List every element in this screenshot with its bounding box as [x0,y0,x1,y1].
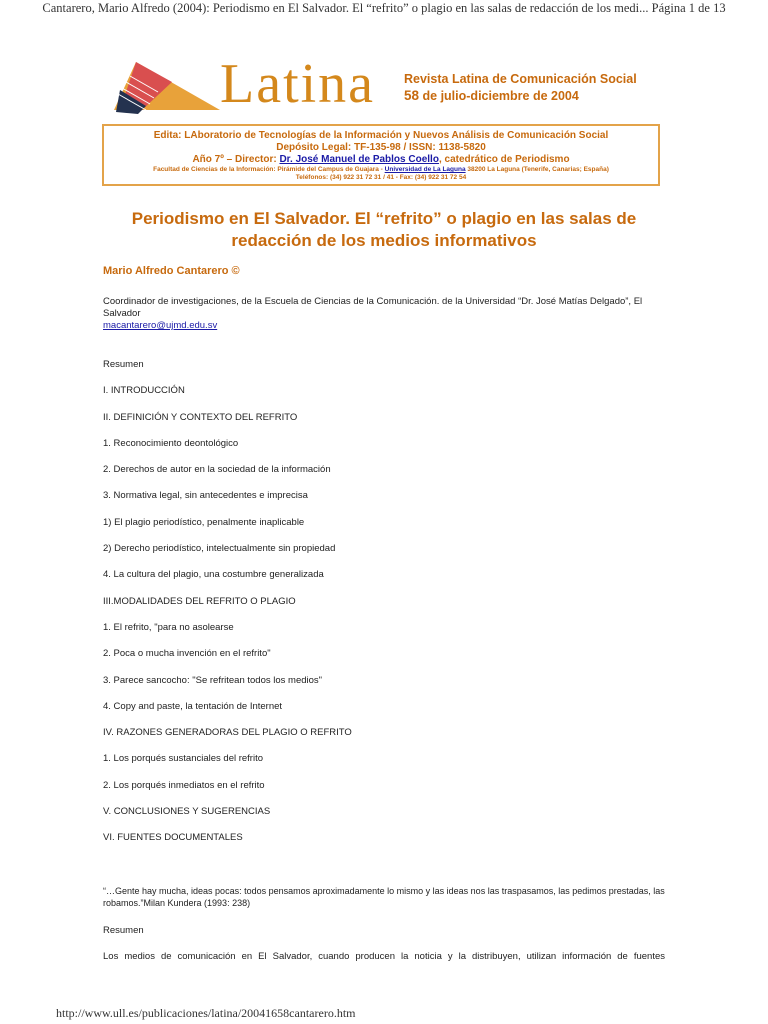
table-of-contents [103,359,352,859]
toc-item: 2) Derecho periodístico, intelectualmente sin propiedad [103,543,336,555]
toc-item: 1. Los porqués sustanciales del refrito [103,753,264,765]
author-email-link[interactable]: macantarero@ujmd.edu.sv [103,320,218,331]
faculty-prefix: Facultad de Ciencias de la Información: Pirámide del Campus de Guajara - [153,166,385,173]
publisher-line: Edita: LAboratorio de Tecnologías de la Información y Nuevos Análisis de Comunicación Social [153,130,609,141]
university-link[interactable]: Universidad de La Laguna [384,166,466,173]
toc-item: 4. Copy and paste, la tentación de Internet [103,700,283,712]
toc-item: 1. Reconocimiento deontológico [103,437,239,449]
author-affiliation: Coordinador de investigaciones, de la Escuela de Ciencias de la Comunicación. de la Universidad “Dr. José Matías Delgado”, El Salvador [103,296,643,319]
deposit-line: Depósito Legal: TF-135-98 / ISSN: 1138-5820 [276,142,486,153]
toc-item: IV. RAZONES GENERADORAS DEL PLAGIO O REFRITO [103,727,352,739]
article-author: Mario Alfredo Cantarero © [103,265,240,277]
publisher-infobox [102,124,660,186]
masthead [112,53,672,120]
epigraph-quote: “…Gente hay mucha, ideas pocas: todos pensamos aproximadamente lo mismo y las ideas nos las traspasamos, las pedimos prestadas, las robamos.”Milan Kundera (1993: 238) [103,886,665,908]
phone-line: Teléfonos: (34) 922 31 72 31 / 41 - Fax: (34) 922 31 72 54 [295,174,467,181]
toc-item: Resumen [103,359,144,370]
toc-item: 1) El plagio periodístico, penalmente inaplicable [103,516,305,528]
journal-name: Revista Latina de Comunicación Social [404,72,637,86]
toc-item: 2. Poca o mucha invención en el refrito" [103,648,271,660]
toc-item: 3. Normativa legal, sin antecedentes e imprecisa [103,490,308,502]
latina-logo-icon [112,60,222,116]
article-title: Periodismo en El Salvador. El “refrito” o plagio en las salas de redacción de los medios informativos [131,209,637,250]
journal-info [404,72,637,105]
issue-number: 58 [404,88,420,103]
faculty-line [104,166,658,174]
body-paragraph: Los medios de comunicación en El Salvador, cuando producen la noticia y la distribuyen, utilizan información de fuentes [103,951,665,962]
toc-item: 1. El refrito, "para no asolearse [103,621,234,633]
toc-item: 4. La cultura del plagio, una costumbre generalizada [103,569,324,581]
director-line [104,154,658,166]
toc-item: I. INTRODUCCIÓN [103,385,185,397]
toc-item: 3. Parece sancocho: "Se refritean todos los medios" [103,674,323,686]
toc-item: III.MODALIDADES DEL REFRITO O PLAGIO [103,595,296,607]
director-suffix: , catedrático de Periodismo [438,154,570,165]
toc-item: 2. Derechos de autor en la sociedad de la información [103,464,331,476]
logo-wordmark: Latina [220,53,376,115]
director-link[interactable]: Dr. José Manuel de Pablos Coello [279,154,439,165]
issue-dates: de julio-diciembre de 2004 [422,89,579,103]
print-header: Cantarero, Mario Alfredo (2004): Periodismo en El Salvador. El “refrito” o plagio en las salas de redacción de los medi... Página 1 de 13 [42,1,726,15]
toc-item: VI. FUENTES DOCUMENTALES [103,832,243,844]
author-details [103,296,665,332]
resumen-heading: Resumen [103,925,144,936]
toc-item: V. CONCLUSIONES Y SUGERENCIAS [103,806,271,818]
toc-item: 2. Los porqués inmediatos en el refrito [103,779,265,791]
toc-item: II. DEFINICIÓN Y CONTEXTO DEL REFRITO [103,411,298,423]
director-prefix: Año 7º – Director: [192,154,280,165]
faculty-suffix: 38200 La Laguna (Tenerife, Canarias; España) [465,166,609,173]
print-footer-url: http://www.ull.es/publicaciones/latina/20041658cantarero.htm [56,1006,356,1020]
